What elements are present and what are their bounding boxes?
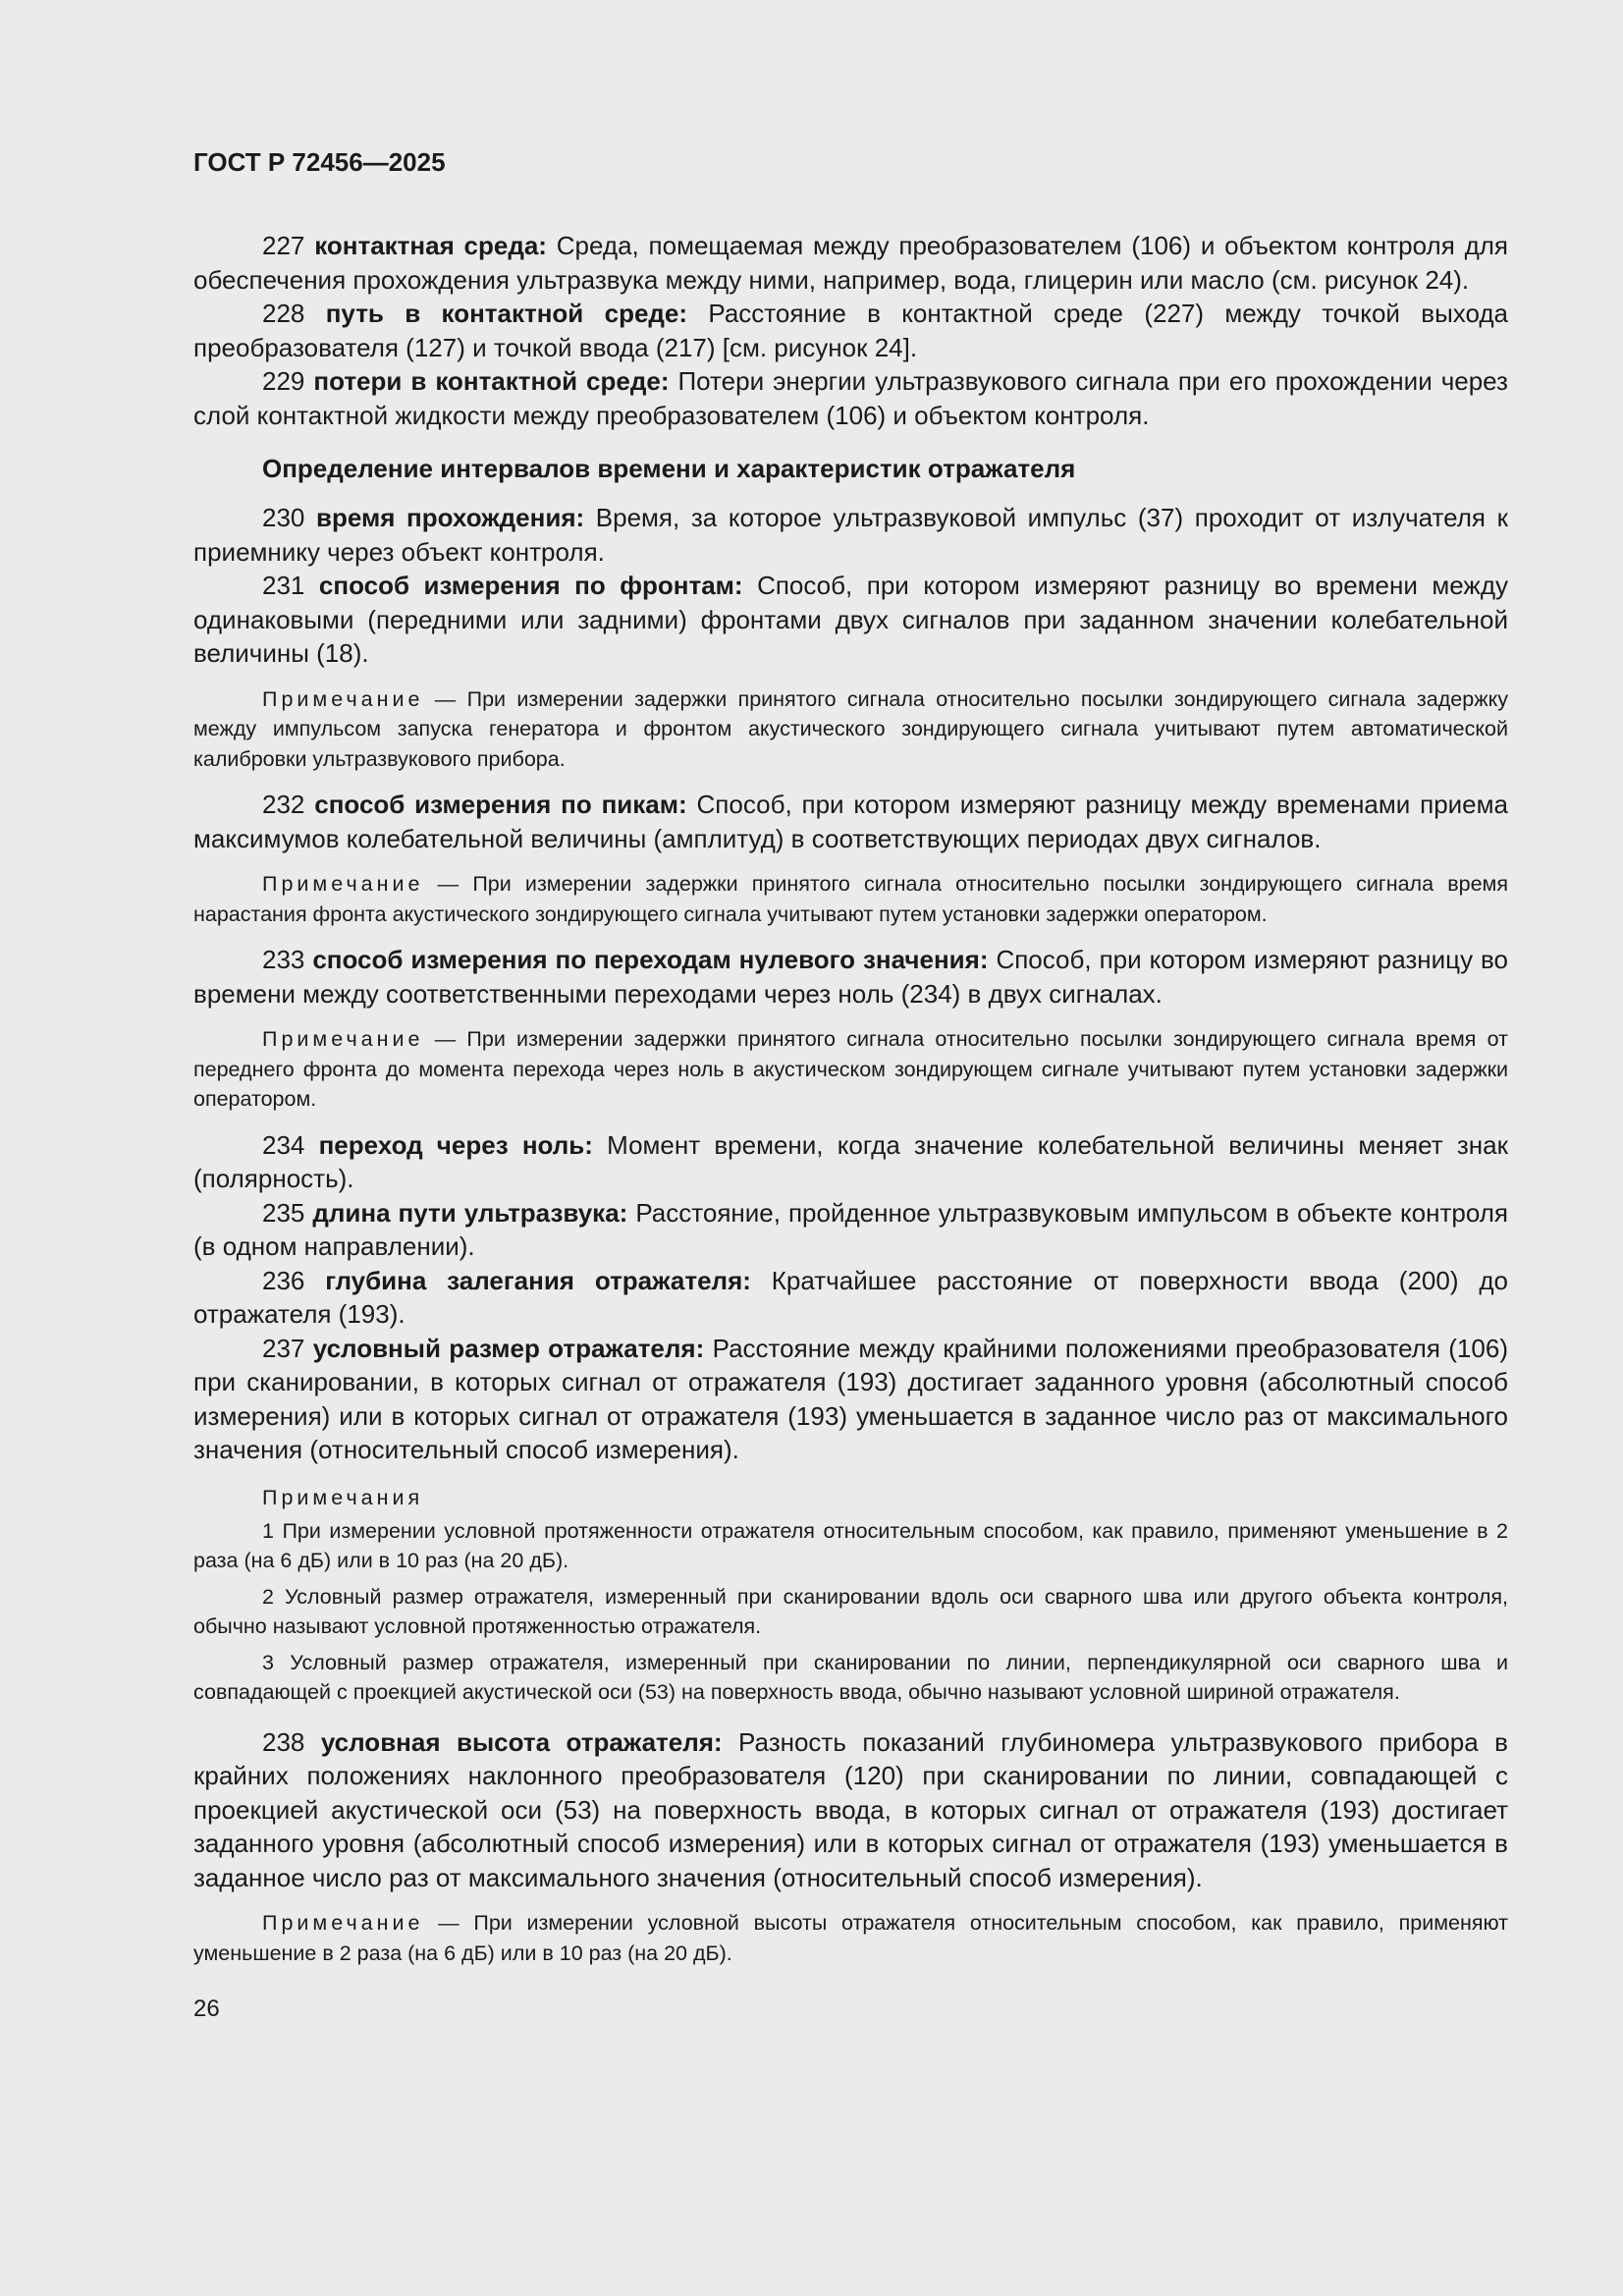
notes-label: Примечания <box>262 1485 424 1509</box>
term-number: 229 <box>262 366 305 396</box>
term-name: способ измерения по переходам нулевого значения: <box>312 945 989 974</box>
note-text: — При измерении задержки принятого сигнала относительно посылки зондирующего сигнала время от переднего фронта до момента перехода через ноль в акустическом зондирующем сигнале учитывают путем установки задержки оператором. <box>193 1027 1508 1111</box>
term-number: 232 <box>262 790 305 819</box>
term-number: 237 <box>262 1333 305 1363</box>
term-definition: Разность показаний глубиномера ультразвукового прибора в крайних положениях наклонного преобразователя (120) при сканировании по линии, совпадающей с проекцией акустической оси (53) на поверхность ввода, в которых сигнал от отражателя (193) достигает заданного уровня (абсолютный способ измерения) или в которых сигнал от отражателя (193) уменьшается в заданное число раз от максимального значения (относительный способ измерения). <box>193 1726 1508 1892</box>
term-definition: Расстояние, пройденное ультразвуковым импульсом в объекте контроля (в одном направлении). <box>193 1197 1508 1261</box>
notes-heading <box>193 1483 1508 1512</box>
note-231 <box>193 684 1508 775</box>
term-232 <box>193 788 1508 855</box>
term-233 <box>193 943 1508 1011</box>
term-definition: Способ, при котором измеряют разницу во времени между одинаковыми (передними или задними) фронтами двух сигналов при заданном значении колебательной величины (18). <box>193 571 1508 668</box>
term-definition: Потери энергии ультразвукового сигнала при его прохождении через слой контактной жидкости между преобразователем (106) и объектом контроля. <box>193 366 1508 430</box>
term-229 <box>193 364 1508 432</box>
term-number: 235 <box>262 1197 305 1228</box>
note-232 <box>193 869 1508 929</box>
term-definition: Способ, при котором измеряют разницу между временами приема максимумов колебательной величины (амплитуд) в соответствующих периодах двух сигналов. <box>193 790 1508 853</box>
term-name: длина пути ультразвука: <box>312 1197 628 1228</box>
note-237-2: 2 Условный размер отражателя, измеренный при сканировании вдоль оси сварного шва или другого объекта контроля, обычно называют условной протяженностью отражателя. <box>193 1584 1508 1638</box>
term-definition: Расстояние между крайними положениями преобразователя (106) при сканировании, в которых сигнал от отражателя (193) достигает заданного уровня (абсолютный способ измерения) или в которых сигнал от отражателя (193) уменьшается в заданное число раз от максимального значения (относительный способ измерения). <box>193 1333 1508 1464</box>
section-title: Определение интервалов времени и характеристик отражателя <box>262 454 1076 483</box>
term-237 <box>193 1332 1508 1467</box>
term-230 <box>193 501 1508 569</box>
term-238 <box>193 1725 1508 1895</box>
term-name: переход через ноль: <box>318 1129 593 1160</box>
term-name: потери в контактной среде: <box>313 366 670 396</box>
term-definition: Кратчайшее расстояние от поверхности ввода (200) до отражателя (193). <box>193 1265 1508 1329</box>
term-number: 231 <box>262 571 305 600</box>
term-235 <box>193 1196 1508 1264</box>
term-definition: Момент времени, когда значение колебательной величины меняет знак (полярность). <box>193 1129 1508 1193</box>
term-number: 228 <box>262 299 305 328</box>
term-name: способ измерения по фронтам: <box>318 571 743 600</box>
note-label: Примечание <box>262 872 424 896</box>
term-number: 238 <box>262 1726 305 1757</box>
term-number: 233 <box>262 945 305 974</box>
page-number: 26 <box>193 1995 220 2022</box>
term-definition: Способ, при котором измеряют разницу во времени между соответственными переходами через ноль (234) в двух сигналах. <box>193 945 1508 1009</box>
term-name: глубина залегания отражателя: <box>325 1265 751 1295</box>
term-number: 227 <box>262 231 305 260</box>
term-number: 230 <box>262 503 305 532</box>
note-label: Примечание <box>262 1027 424 1051</box>
note-233 <box>193 1024 1508 1115</box>
note-238 <box>193 1908 1508 1968</box>
term-definition: Расстояние в контактной среде (227) между точкой выхода преобразователя (127) и точкой ввода (217) [см. рисунок 24]. <box>193 299 1508 362</box>
term-name: путь в контактной среде: <box>325 299 688 328</box>
note-text: — При измерении задержки принятого сигнала относительно посылки зондирующего сигнала время нарастания фронта акустического зондирующего сигнала учитывают путем установки задержки оператором. <box>193 872 1508 926</box>
term-definition: Время, за которое ультразвуковой импульс (37) проходит от излучателя к приемнику через объект контроля. <box>193 503 1508 567</box>
note-label: Примечание <box>262 686 424 711</box>
term-234 <box>193 1128 1508 1196</box>
term-name: условный размер отражателя: <box>312 1333 705 1363</box>
term-227 <box>193 229 1508 297</box>
note-text: — При измерении задержки принятого сигнала относительно посылки зондирующего сигнала задержку между импульсом запуска генератора и фронтом акустического зондирующего сигнала учитывают путем автоматической калибровки ультразвукового прибора. <box>193 686 1508 771</box>
document-header: ГОСТ Р 72456—2025 <box>193 147 446 177</box>
term-number: 236 <box>262 1265 305 1295</box>
note-237-3: 3 Условный размер отражателя, измеренный при сканировании по линии, перпендикулярной оси сварного шва и совпадающей с проекцией акустической оси (53) на поверхность ввода, обычно называют условной шириной отражателя. <box>193 1650 1508 1704</box>
term-231 <box>193 569 1508 671</box>
term-name: контактная среда: <box>314 231 547 260</box>
term-236 <box>193 1264 1508 1332</box>
note-text: — При измерении условной высоты отражателя относительным способом, как правило, применяют уменьшение в 2 раза (на 6 дБ) или в 10 раз (на 20 дБ). <box>193 1911 1508 1965</box>
term-name: способ измерения по пикам: <box>314 790 687 819</box>
term-228 <box>193 297 1508 364</box>
term-name: условная высота отражателя: <box>320 1726 723 1757</box>
term-name: время прохождения: <box>316 503 585 532</box>
note-label: Примечание <box>262 1911 424 1935</box>
note-237-1: 1 При измерении условной протяженности отражателя относительным способом, как правило, применяют уменьшение в 2 раза (на 6 дБ) или в 10 раз (на 20 дБ). <box>193 1518 1508 1572</box>
term-definition: Среда, помещаемая между преобразователем (106) и объектом контроля для обеспечения прохождения ультразвука между ними, например, вода, глицерин или масло (см. рисунок 24). <box>193 231 1509 295</box>
term-number: 234 <box>262 1129 305 1160</box>
